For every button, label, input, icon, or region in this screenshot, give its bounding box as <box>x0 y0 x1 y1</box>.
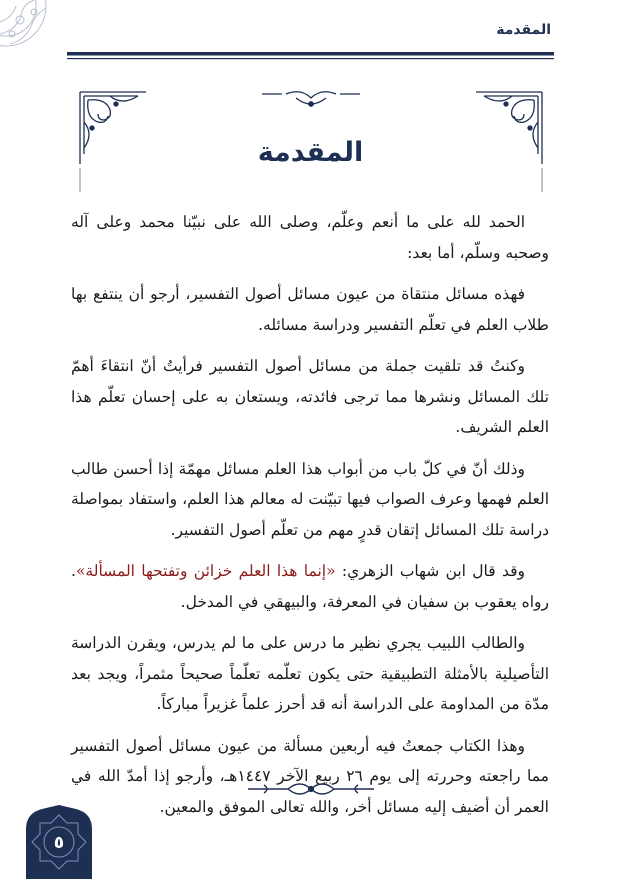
paragraph: والطالب اللبيب يجري نظير ما درس على ما لم يدرس، ويقرن الدراسة التأصيلية بالأمثلة التطبيقية حتى يكون تعلّمه تعلّماً صحيحاً مثمراً، ويجد بعد مدّة من المداومة على الدراسة أنه قد أحرز علماً غزيراً مباركاً. <box>71 634 549 713</box>
paragraph: فهذه مسائل منتقاة من عيون مسائل أصول التفسير، أرجو أن ينتفع بها طلاب العلم في تعلّم التفسير ودراسة مسائله. <box>71 285 549 334</box>
quote-paragraph <box>71 556 549 617</box>
paragraph: الحمد لله على ما أنعم وعلّم، وصلى الله على نبيّنا محمد وعلى آله وصحبه وسلّم، أما بعد: <box>71 213 549 262</box>
page-number: ٥ <box>53 833 65 853</box>
paragraph: وذلك أنّ في كلّ باب من أبواب هذا العلم مسائل مهمّة إذا أحسن طالب العلم فهمها وعرف الصواب فيها تبيّنت له معالم هذا العلم، واستفاد بمواصلة دراسة تلك المسائل إتقان قدرٍ مهم من تعلّم أصول التفسير. <box>71 459 549 539</box>
header-rule <box>67 52 554 62</box>
paragraph: وهذا الكتاب جمعتُ فيه أربعين مسألة من عيون مسائل أصول التفسير مما راجعته وحررته إلى يوم ٢٦ ربيع الآخر ١٤٤٧هـ، وأرجو إذا أمدّ الله في العمر أن أضيف إليه مسائل أخر، والله تعالى الموفق والمعين. <box>71 736 549 816</box>
quote-intro: وقد قال ابن شهاب الزهري: <box>335 562 526 580</box>
chapter-title: المقدمة <box>257 137 364 168</box>
quote-source: . رواه يعقوب بن سفيان في المعرفة، والبيهقي في المدخل. <box>71 562 549 611</box>
quote-text: «إنما هذا العلم خزائن وتفتحها المسألة» <box>75 562 336 580</box>
body-text <box>71 207 549 833</box>
running-header-title: المقدمة <box>496 22 551 38</box>
section-divider-ornament <box>244 778 378 800</box>
paragraph: وكنتُ قد تلقيت جملة من مسائل أصول التفسير فرأيتُ أنّ انتقاءَ أهمّ تلك المسائل ونشرها مما ترجى فائدته، ويستعان به على إحسان تعلّم هذا العلم الشريف. <box>71 357 549 436</box>
corner-ornament <box>0 0 54 54</box>
